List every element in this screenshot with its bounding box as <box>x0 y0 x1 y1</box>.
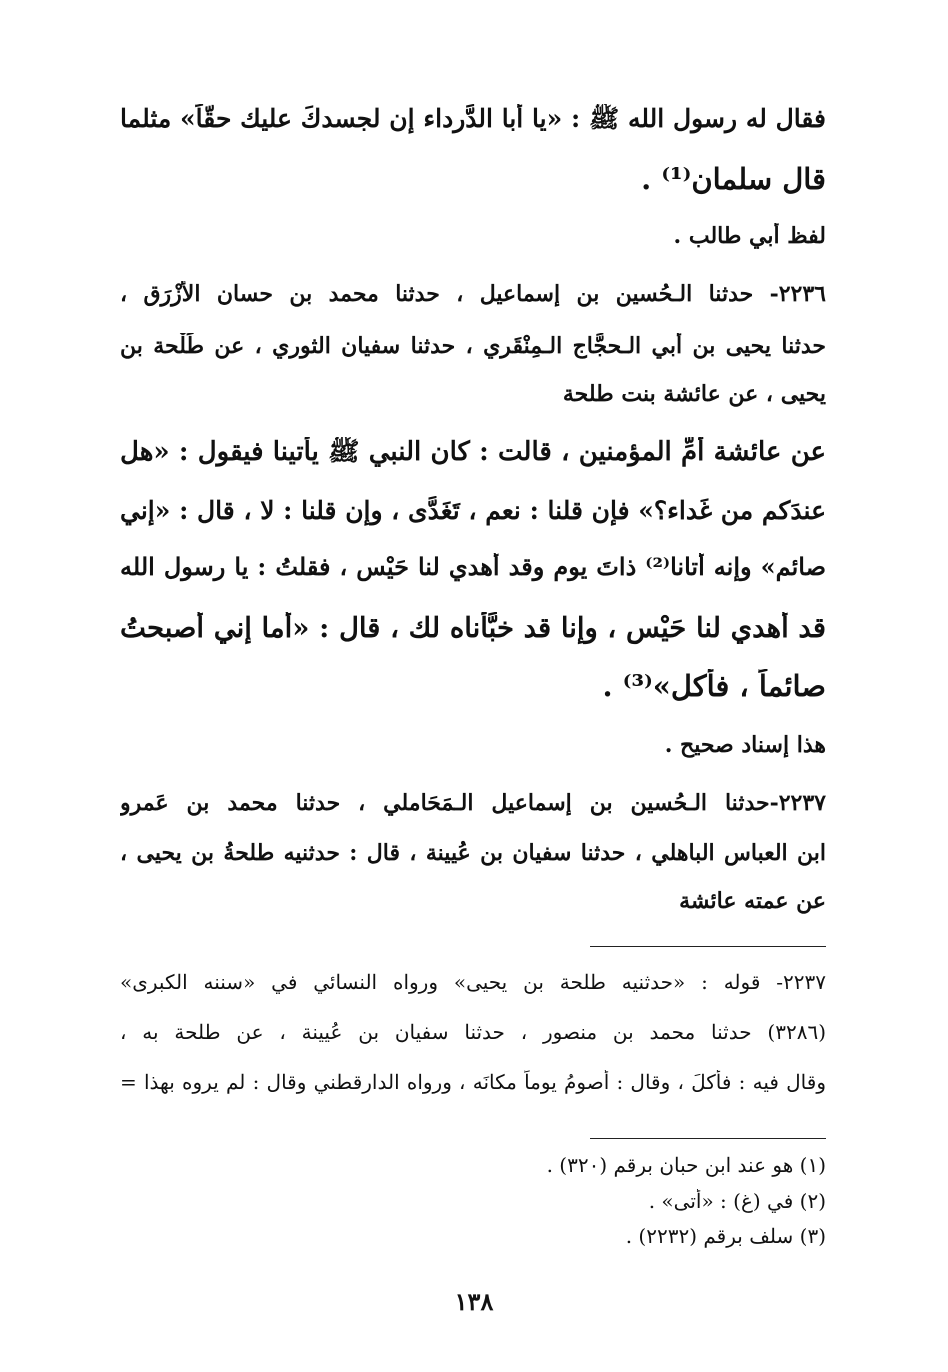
body-line-1: فقال له رسول الله ﷺ : «يا أبا الدَّرداء إن لجسدكَ عليك حقّاً» مثلما <box>120 104 826 133</box>
hadith-2237-line-3: عن عمته عائشة <box>679 888 826 914</box>
body-line-2: قال سلمان⁽¹⁾ . <box>641 162 826 196</box>
commentary-line-3: وقال فيه : فأكلَ ، وقال : أصومُ يوماً مكانَه ، ورواه الدارقطني وقال : لم يروه بهذا = <box>120 1070 826 1094</box>
hadith-2236-line-3: يحيى ، عن عائشة بنت طلحة <box>562 381 826 407</box>
footnote-1: (١) هو عند ابن حبان برقم (٣٢٠) . <box>546 1153 826 1177</box>
footnote-3: (٣) سلف برقم (٢٢٣٢) . <box>625 1224 826 1248</box>
hadith-2237-line-1: ٢٢٣٧-حدثنا الـحُسين بن إسماعيل الـمَحَاملي ، حدثنا محمد بن عَمرو <box>120 790 826 816</box>
matn-line-2: عندَكم من غَداء؟» فإن قلنا : نعم ، تَغَدَّى ، وإن قلنا : لا ، قال : «إني <box>120 496 826 525</box>
commentary-line-1: ٢٢٣٧- قوله : «حدثنيه طلحة بن يحيى» ورواه النسائي في «سننه الكبرى» <box>120 970 826 994</box>
matn-line-3: صائم» وإنه أتانا⁽²⁾ ذاتَ يوم وقد أُهدي لنا حَيْس ، فقلتُ : يا رسول الله <box>120 553 826 581</box>
isnad-grade: هذا إسناد صحيح . <box>664 732 826 758</box>
hadith-2236-line-2: حدثنا يحيى بن أبي الـحجَّاج الـمِنْقَري ، حدثنا سفيان الثوري ، عن طَلْحة بن <box>120 333 826 359</box>
commentary-line-2: (٣٢٨٦) حدثنا محمد بن منصور ، حدثنا سفيان بن عُيينة ، عن طلحة به ، <box>120 1020 826 1044</box>
page-number: ١٣٨ <box>454 1287 494 1316</box>
matn-line-4: قد أُهدي لنا حَيْس ، وإنا قد خبَّأناه لك ، قال : «أما إني أصبحتُ <box>120 612 826 644</box>
hadith-2237-line-2: ابن العباس الباهلي ، حدثنا سفيان بن عُيينة ، قال : حدثنيه طلحةُ بن يحيى ، <box>120 840 826 866</box>
footnote-2: (٢) في (غ) : «أتى» . <box>648 1189 826 1213</box>
footnotes-divider <box>590 1138 826 1139</box>
matn-line-1: عن عائشة أمِّ المؤمنين ، قالت : كان النبي ﷺ يأتينا فيقول : «هل <box>120 437 826 467</box>
hadith-2236-line-1: ٢٢٣٦- حدثنا الـحُسين بن إسماعيل ، حدثنا محمد بن حسان الأَزْرَق ، <box>120 281 826 307</box>
commentary-divider <box>590 946 826 947</box>
body-line-3: لفظ أبي طالب . <box>673 223 826 249</box>
matn-line-5: صائماً ، فأكل»⁽³⁾ . <box>602 669 826 703</box>
